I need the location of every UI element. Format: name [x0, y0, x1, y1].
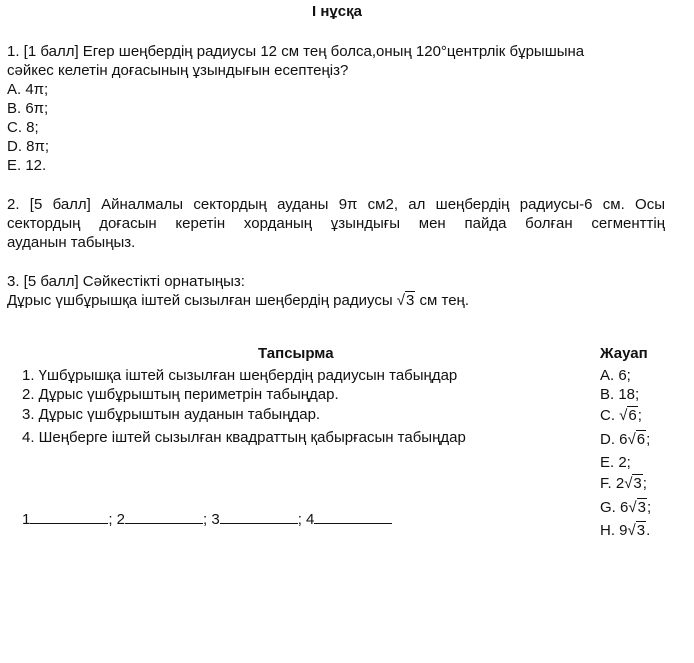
sqrt-symbol: √3 — [627, 522, 646, 539]
q1-line1: 1. [1 балл] Егер шеңбердің радиусы 12 см тең болса,оның 120°центрлік бұрышына — [7, 43, 585, 60]
sqrt-symbol: √3 — [396, 292, 415, 309]
blank-3[interactable] — [220, 509, 298, 524]
q1-option-c: C. 8; — [7, 119, 39, 136]
q1-option-d: D. 8π; — [7, 138, 50, 155]
task-item-4: 4. Шеңберге іштей сызылған квадраттың қабырғасын табыңдар — [22, 429, 466, 446]
answer-e: E. 2; — [600, 454, 631, 471]
sqrt-symbol: √3 — [628, 499, 646, 516]
answer-b: B. 18; — [600, 386, 640, 403]
q1-option-e: E. 12. — [7, 157, 47, 174]
answer-c: C. √6; — [600, 407, 642, 424]
q1-line2: сәйкес келетін доғасының ұзындығын есептеңіз? — [7, 62, 349, 79]
q1-option-a: A. 4π; — [7, 81, 49, 98]
q3-line2-text: Дұрыс үшбұрышқа іштей сызылған шеңбердің радиусы — [7, 292, 393, 309]
task-column-header: Тапсырма — [258, 345, 334, 362]
variant-title: І нұсқа — [312, 3, 362, 20]
answer-g: G. 6√3; — [600, 499, 652, 516]
blank-1[interactable] — [30, 509, 108, 524]
q1-option-b: B. 6π; — [7, 100, 49, 117]
task-item-2: 2. Дұрыс үшбұрыштың периметрін табыңдар. — [22, 386, 339, 403]
blank-2[interactable] — [125, 509, 203, 524]
task-item-1: 1. Үшбұрышқа іштей сызылған шеңбердің радиусын табыңдар — [22, 367, 458, 384]
task-item-3: 3. Дұрыс үшбұрыштын ауданын табыңдар. — [22, 406, 321, 423]
answer-f: F. 2√3; — [600, 475, 647, 492]
q3-line1: 3. [5 балл] Сәйкестікті орнатыңыз: — [7, 273, 245, 290]
q3-line2 — [7, 291, 469, 310]
q3-line2-unit: см тең. — [419, 292, 470, 309]
sqrt-symbol: √6 — [619, 407, 637, 424]
q2-line2: сектордың доғасын керетін хорданың ұзындығы мен пайда болған сегменттің — [7, 215, 665, 232]
answer-d: D. 6√6; — [600, 431, 651, 448]
answer-column-header: Жауап — [600, 345, 648, 362]
q2-line1: 2. [5 балл] Айналмалы сектордың ауданы 9π см2, ал шеңбердің радиусы-6 см. Осы — [7, 196, 665, 213]
answer-a: A. 6; — [600, 367, 631, 384]
blank-4[interactable] — [314, 509, 392, 524]
answer-h: H. 9√3. — [600, 522, 651, 539]
answer-blanks: 1 ; 2 ; 3 ; 4 — [22, 509, 392, 529]
sqrt-symbol: √6 — [627, 431, 646, 448]
q2-line3: ауданын табыңыз. — [7, 234, 136, 251]
sqrt-symbol: √3 — [624, 475, 642, 492]
